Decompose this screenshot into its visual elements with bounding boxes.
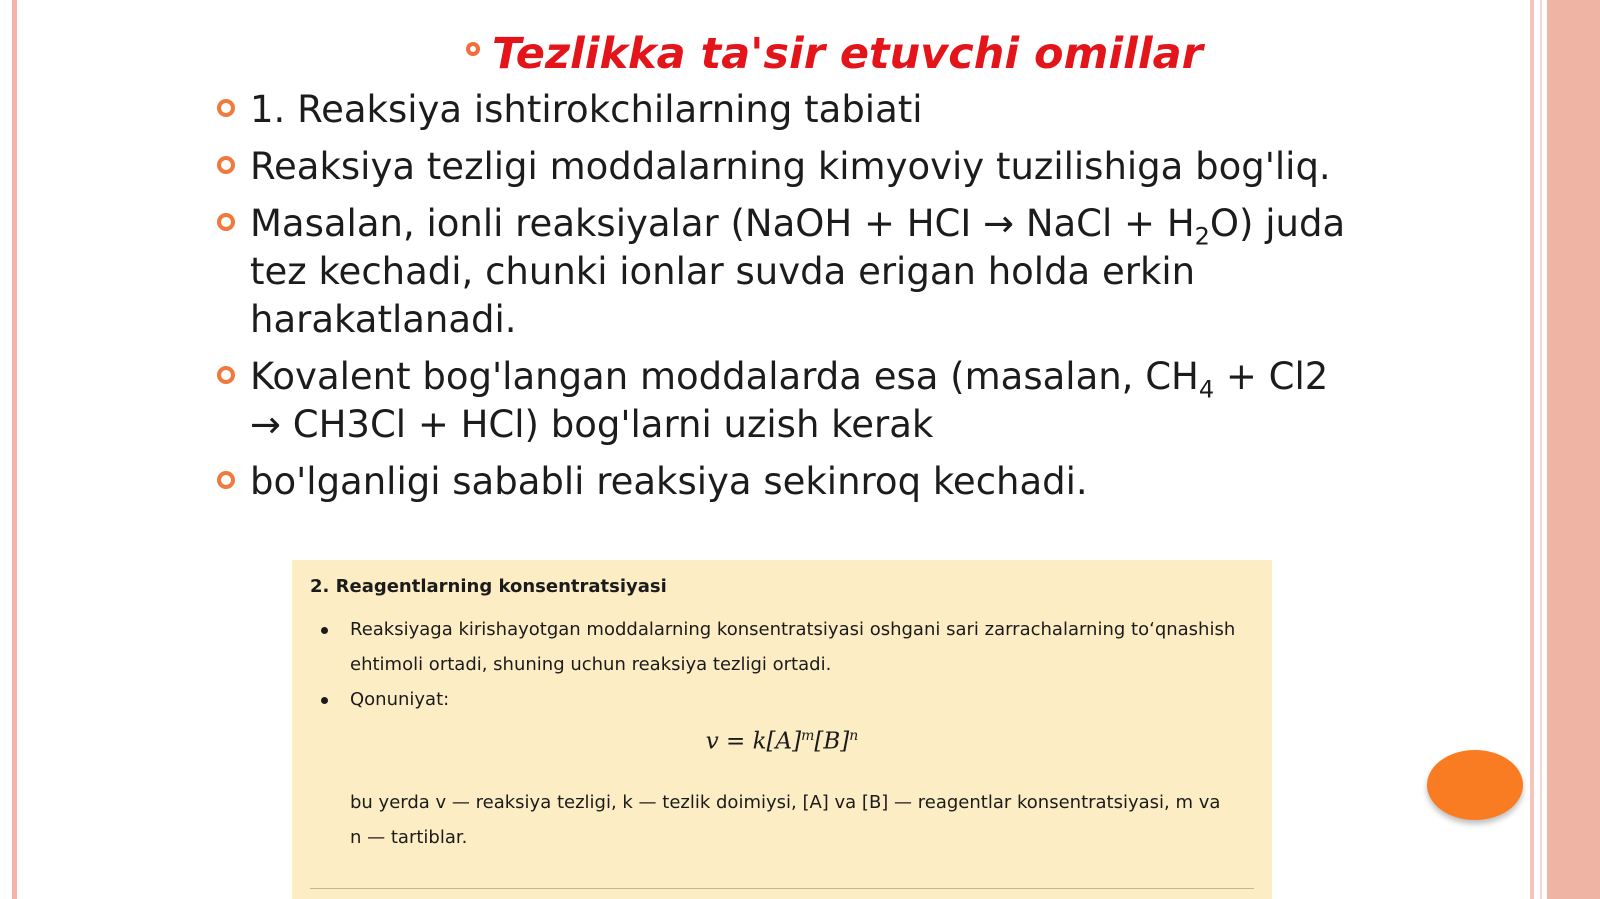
orange-ring-bullet-icon: [217, 366, 235, 384]
bullet-item: [215, 353, 1365, 449]
panel-item-text: Reaksiyaga kirishayotgan moddalarning konsentratsiyasi oshgani sari zarrachalarning to‘qnashish ehtimoli ortadi, shuning uchun reaksiya tezligi ortadi.: [350, 619, 1236, 675]
bullet-list: [215, 86, 1365, 515]
bullet-text-part: Masalan, ionli reaksiyalar (NaOH + HCI → NaCl + H: [250, 202, 1195, 245]
bullet-text: 1. Reaksiya ishtirokchilarning tabiati: [250, 88, 923, 131]
right-border-line: [1530, 0, 1534, 899]
slide-title-row: [466, 24, 1203, 84]
panel-note: bu yerda v — reaksiya tezligi, k — tezlik doimiysi, [A] va [B] — reagentlar konsentratsiyasi, m va n — tartiblar.: [350, 792, 1221, 848]
panel-list-item: [310, 612, 1240, 682]
orange-ring-bullet-icon: [217, 156, 235, 174]
slide-title: Tezlikka ta'sir etuvchi omillar: [492, 29, 1203, 79]
black-dot-bullet-icon: [321, 627, 328, 634]
orange-ring-bullet-icon: [217, 213, 235, 231]
bullet-item: [215, 143, 1365, 191]
formula-v: v: [705, 728, 719, 755]
bullet-text: Reaksiya tezligi moddalarning kimyoviy tuzilishiga bog'liq.: [250, 145, 1331, 188]
concentration-panel: [292, 560, 1272, 899]
bullet-item: [215, 86, 1365, 134]
bullet-item: [215, 200, 1365, 344]
formula-equals: =: [718, 728, 753, 755]
bullet-item: [215, 458, 1365, 506]
bullet-text-part: O) juda tez kechadi, chunki ionlar suvda erigan holda erkin harakatlanadi.: [250, 202, 1346, 341]
bullet-text-part: Kovalent bog'langan moddalarda esa (masalan, CH: [250, 355, 1199, 398]
bullet-text-part: + Cl2 → CH3Cl + HCl) bog'larni uzish kerak: [250, 355, 1329, 446]
panel-list: [310, 612, 1240, 717]
right-border-highlight: [1540, 0, 1542, 899]
bullet-text: bo'lganligi sababli reaksiya sekinroq kechadi.: [250, 460, 1088, 503]
formula-a: [A]: [766, 728, 802, 755]
title-bullet-icon: [466, 42, 480, 56]
orange-circle-button[interactable]: [1427, 750, 1523, 820]
formula-b: [B]: [814, 728, 850, 755]
black-dot-bullet-icon: [321, 697, 328, 704]
formula-k: k: [752, 728, 767, 755]
left-border-line: [12, 0, 17, 899]
panel-heading: 2. Reagentlarning konsentratsiyasi: [310, 576, 667, 597]
subscript: 4: [1198, 375, 1215, 404]
right-border-band: [1547, 0, 1600, 899]
panel-divider: [310, 888, 1254, 889]
panel-item-text: Qonuniyat:: [350, 689, 450, 710]
formula-m: m: [801, 728, 815, 744]
orange-ring-bullet-icon: [217, 99, 235, 117]
panel-list-item: [310, 682, 1240, 717]
rate-law-formula: [292, 728, 1272, 755]
subscript: 2: [1194, 222, 1210, 251]
orange-ring-bullet-icon: [217, 471, 235, 489]
formula-n: n: [849, 728, 859, 744]
